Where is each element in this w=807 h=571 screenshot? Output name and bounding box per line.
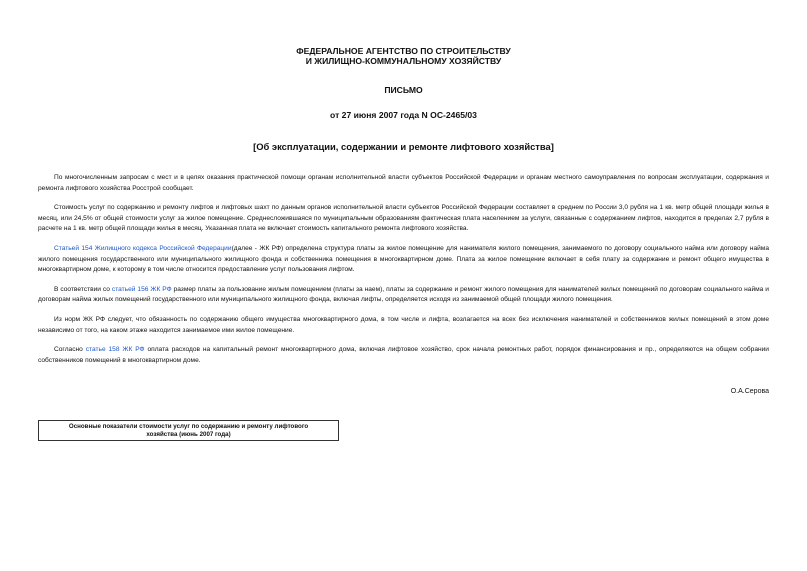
paragraph-6 [38, 345, 769, 366]
agency-line-1: ФЕДЕРАЛЬНОЕ АГЕНТСТВО ПО СТРОИТЕЛЬСТВУ [296, 46, 511, 56]
article-156-link[interactable]: статьей 156 ЖК РФ [111, 285, 172, 293]
document-subject: [Об эксплуатации, содержании и ремонте лифтового хозяйства] [253, 141, 554, 152]
paragraph-4 [38, 285, 769, 306]
agency-name [38, 46, 769, 66]
paragraph-2: Стоимость услуг по содержанию и ремонту лифтов и лифтовых шахт по данным органов исполнительной власти субъектов Российской Федерации составляет в среднем по России 3,0 рубля на 1 кв. метр общей площади жилья в месяц, или 24,5% от общей стоимости услуг за жилое помещение. Среднесложившаяся по муниципальным образованиям фактическая плата населением за услуги, связанные с содержанием лифтов, находится в пределах 2,7 рубля в расчете на 1 кв. метр общей площади жилья в месяц. Указанная плата не включает стоимость капитального ремонта лифтового хозяйства. [38, 204, 769, 233]
paragraph-6-prefix: Согласно [54, 346, 86, 354]
paragraph-4-prefix: В соответствии со [54, 285, 112, 293]
agency-line-2: И ЖИЛИЩНО-КОММУНАЛЬНОМУ ХОЗЯЙСТВУ [305, 56, 502, 66]
document-body [38, 173, 769, 366]
paragraph-3 [38, 244, 769, 276]
paragraph-4-text: размер платы за пользование жилым помещением (платы за наем), платы за содержание и ремонт жилого помещения для нанимателей жилых помещений по договорам социального найма и договорам найма жилых помещений государственного или муниципального жилищного фонда, включая лифты, определяется исходя из занимаемой общей площади жилого помещения. [38, 285, 769, 304]
table-caption-line-1: Основные показатели стоимости услуг по содержанию и ремонту лифтового [68, 423, 309, 430]
document-header [38, 46, 769, 152]
paragraph-1: По многочисленным запросам с мест и в целях оказания практической помощи органам исполнительной власти субъектов Российской Федерации и органам местного самоуправления по вопросам эксплуатации, содержания и ремонта лифтового хозяйства Росстрой сообщает. [38, 174, 769, 192]
article-154-link[interactable]: Статьей 154 Жилищного кодекса Российской Федерации [54, 244, 232, 252]
paragraph-6-text: оплата расходов на капитальный ремонт многоквартирного дома, включая лифтовое хозяйство, срок начала ремонтных работ, порядок финансирования и пр., определяются на общем собрании собственников помещений в многоквартирном доме. [38, 346, 769, 364]
table-caption-box [38, 420, 339, 441]
document-page [38, 40, 769, 395]
signature: О.А.Серова [730, 388, 769, 396]
table-caption-line-2: хозяйства (июнь 2007 года) [146, 431, 231, 438]
document-type: ПИСЬМО [384, 85, 423, 95]
paragraph-5: Из норм ЖК РФ следует, что обязанность по содержанию общего имущества многоквартирного дома, в том числе и лифта, возлагается на всех без исключения нанимателей и собственников жилых помещений в этом доме независимо от того, на каком этаже находится занимаемое ими жилое помещение. [38, 315, 769, 334]
article-158-link[interactable]: статье 158 ЖК РФ [85, 346, 145, 354]
paragraph-3-text: (далее - ЖК РФ) определена структура платы за жилое помещение для нанимателя жилого помещения, занимаемого по договору социального найма или договору найма жилого помещения государственного или муниципального жилищного фонда и собственника помещения в многоквартирном доме. Плата за жилое помещение включает в себя плату за содержание и ремонт общего имущества в многоквартирном доме, к которому в том числе относится предоставление услуг пользования лифтом. [38, 244, 770, 274]
document-date-number: от 27 июня 2007 года N ОС-2465/03 [330, 110, 477, 120]
